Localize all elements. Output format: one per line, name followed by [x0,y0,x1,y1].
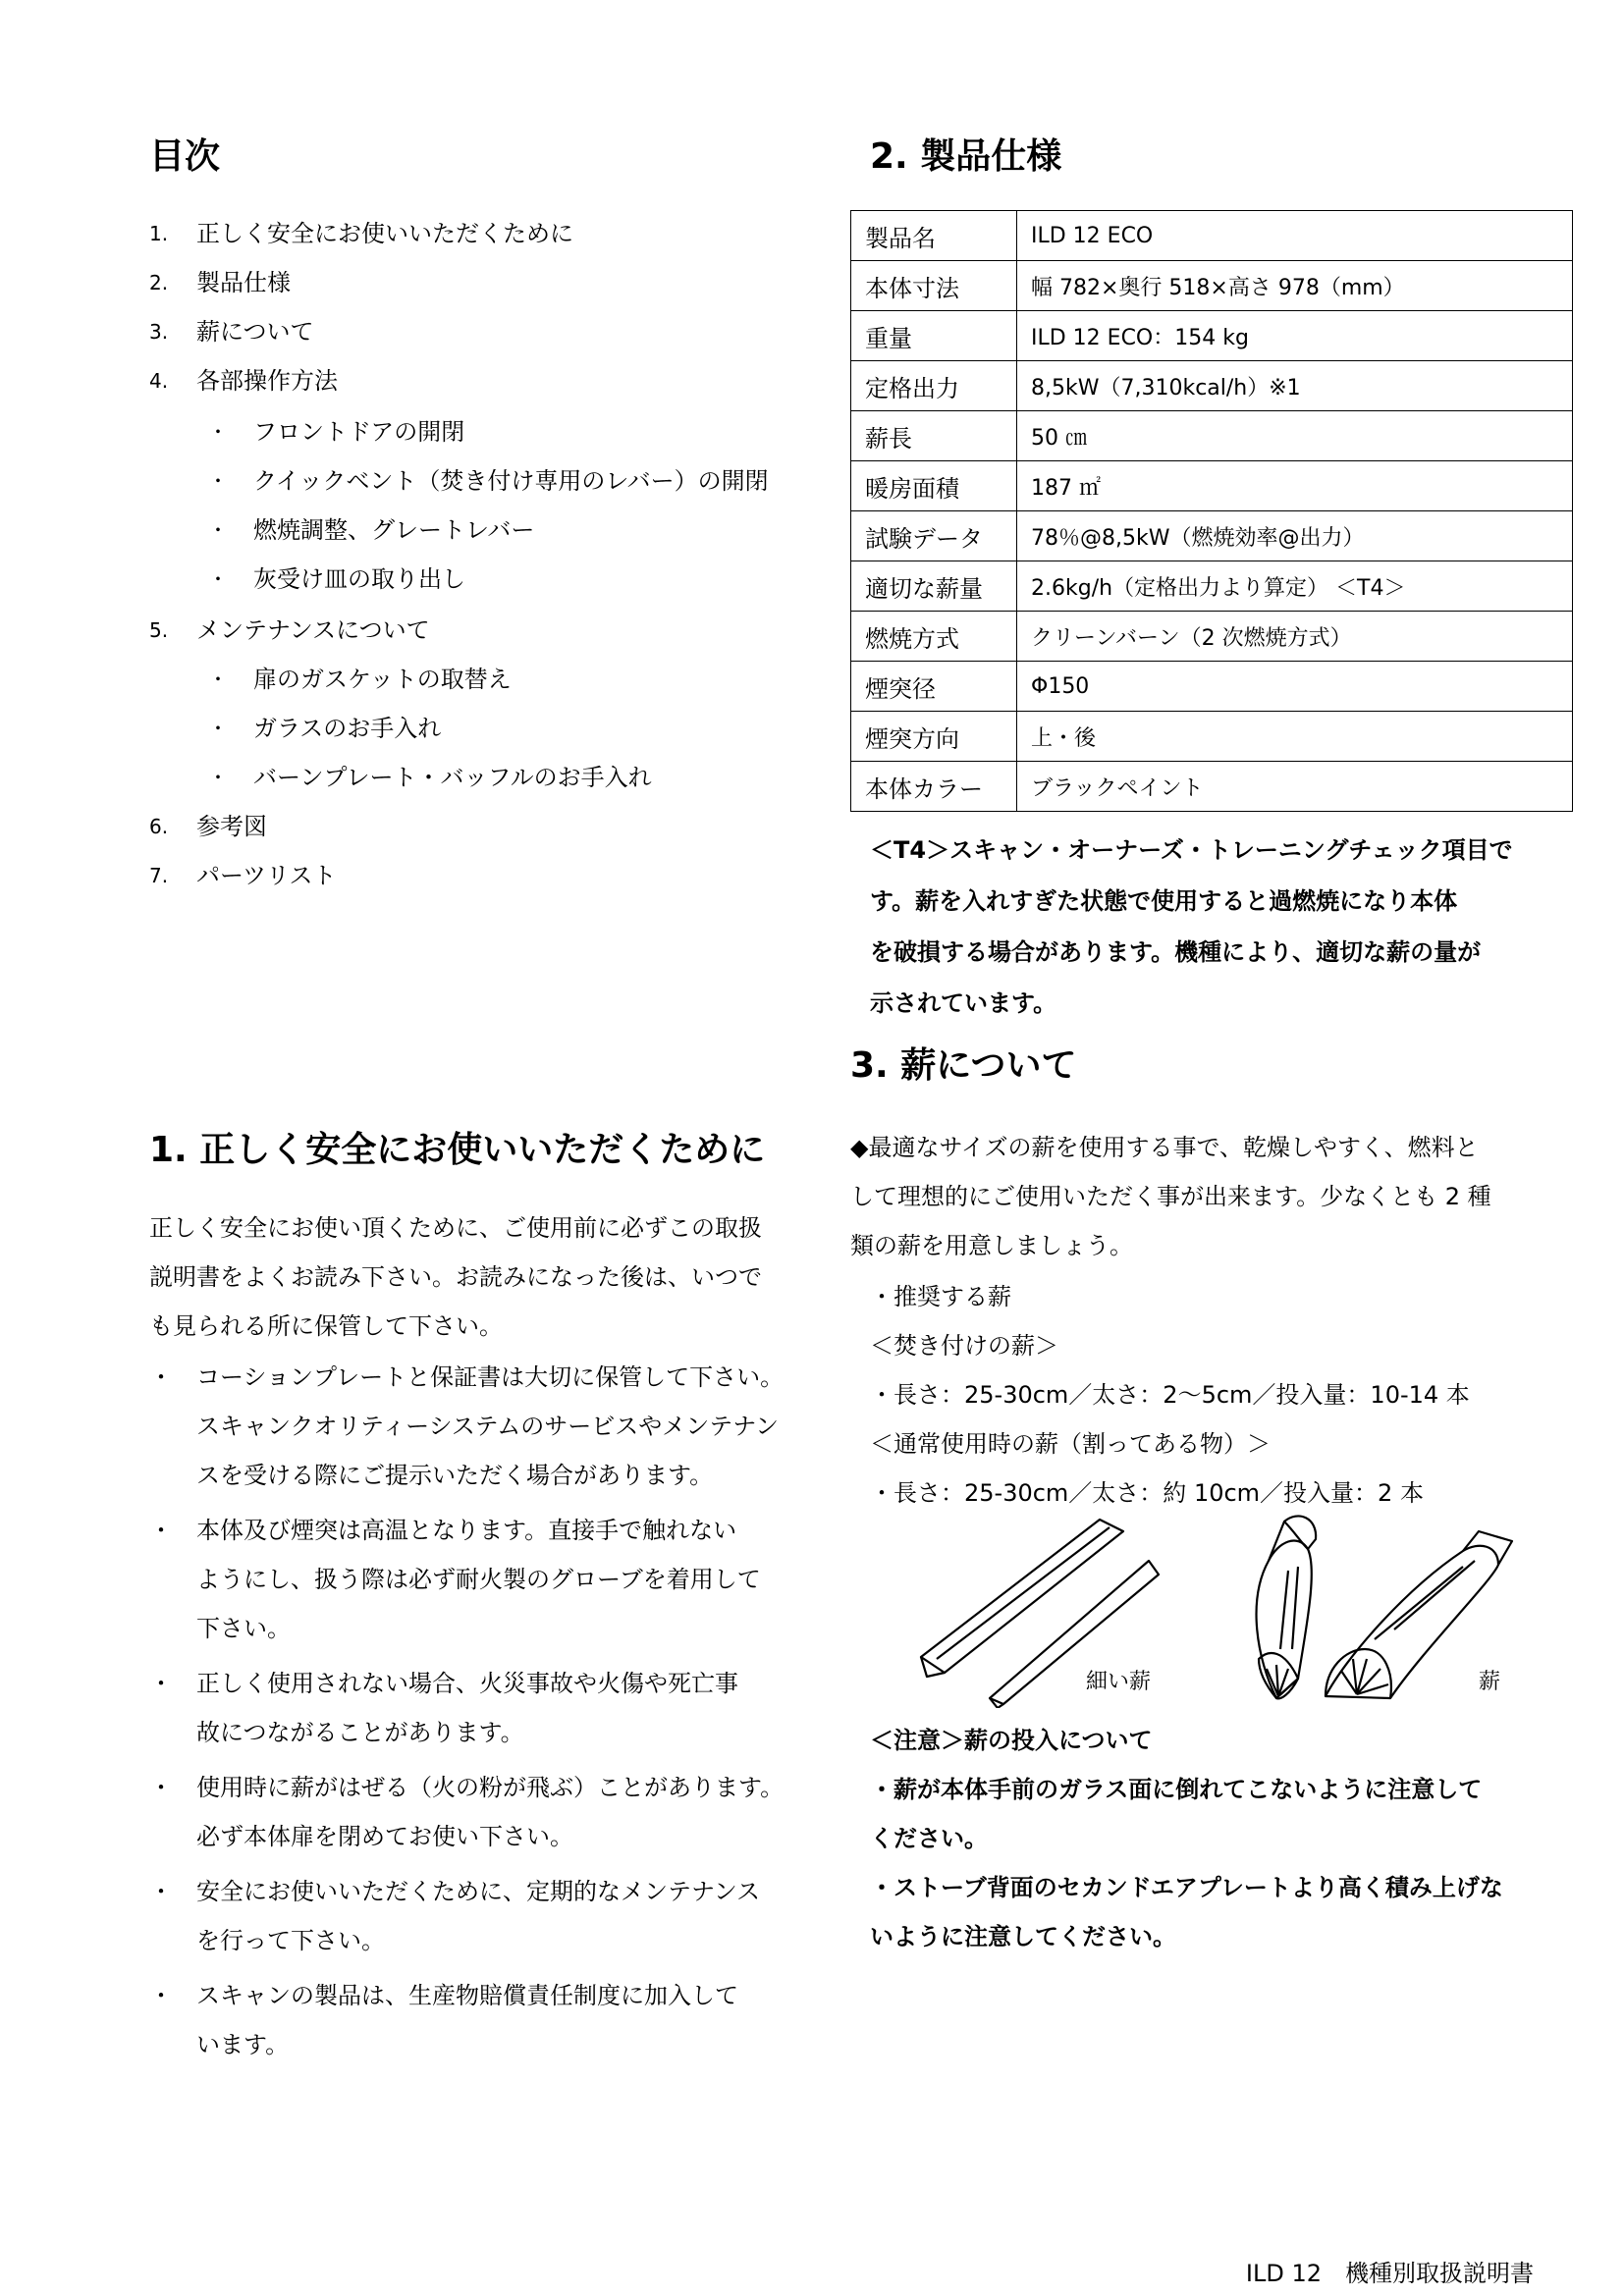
spec-value: 幅 782×奥行 518×高さ 978（mm） [1017,261,1573,311]
spec-key: 適切な薪量 [851,561,1017,612]
toc-item-number: 4. [149,369,169,393]
section3-intro-line: して理想的にご使用いただく事が出来ます。少なくとも 2 種 [850,1183,1491,1210]
recommend-line: ・長さ：25-30cm／太さ：2～5cm／投入量：10-14 本 [870,1381,1470,1409]
bullet-line: スキャンの製品は、生産物賠償責任制度に加入して [196,1982,738,2009]
spec-key: 燃焼方式 [851,612,1017,662]
toc-item-number: 1. [149,222,169,245]
spec-row [851,361,1573,411]
t4-note-line: 示されています。 [870,989,1057,1017]
toc-item-label: 参考図 [196,813,267,840]
toc-item-number: 7. [149,864,169,887]
t4-note [870,825,1513,1029]
recommend-line: ・長さ：25-30cm／太さ：約 10cm／投入量：2 本 [870,1479,1424,1507]
bullet-line: コーションプレートと保証書は大切に保管して下さい。 [196,1363,785,1391]
bullet-line: 正しく使用されない場合、火災事故や火傷や死亡事 [196,1670,738,1697]
toc-item-label: メンテナンスについて [196,616,430,644]
bullet-line: 本体及び煙突は高温となります。直接手で触れない [196,1517,737,1544]
spec-key: 試験データ [851,511,1017,561]
recommend-line: ＜通常使用時の薪（割ってある物）＞ [870,1430,1271,1458]
spec-table [850,210,1573,812]
section1-intro-line: 正しく安全にお使い頂くために、ご使用前に必ずこの取扱 [149,1214,762,1242]
toc-item-label: パーツリスト [196,862,337,889]
section3-title: 3. 薪について [850,1045,1077,1086]
toc-item-label: 正しく安全にお使いいただくために [196,220,573,247]
spec-value: ILD 12 ECO [1017,211,1573,261]
section2-title: 2. 製品仕様 [870,136,1062,177]
toc-item-number: ・ [208,717,228,740]
firewood-illustration [913,1512,1522,1708]
bullet-text [196,1659,738,1757]
spec-value: 上・後 [1017,712,1573,762]
section3-intro-line: 類の薪を用意しましょう。 [850,1232,1133,1259]
bullet-line: います。 [196,2031,290,2058]
toc-item-number: ・ [208,766,228,789]
toc-item-number: 6. [149,815,169,838]
spec-value: 2.6kg/h（定格出力より算定） ＜T4＞ [1017,561,1573,612]
spec-key: 暖房面積 [851,461,1017,511]
bullet-line: 故につながることがあります。 [196,1719,524,1746]
toc-item-number: 5. [149,618,169,642]
caution-line: ＜注意＞薪の投入について [870,1727,1153,1754]
recommended-firewood [870,1272,1470,1518]
spec-value: 187 ㎡ [1017,461,1573,511]
toc-title: 目次 [149,136,221,177]
spec-value: 50 ㎝ [1017,411,1573,461]
toc-item-label: 製品仕様 [196,269,291,296]
section3-intro [850,1123,1491,1270]
bullet-line: 下さい。 [196,1615,291,1642]
spec-row [851,561,1573,612]
section1-title: 1. 正しく安全にお使いいただくために [149,1130,766,1170]
spec-key: 本体寸法 [851,261,1017,311]
toc-item-label: フロントドアの開閉 [253,418,465,446]
bullet-mark: ・ [149,1774,173,1801]
bullet-mark: ・ [149,1670,173,1697]
caution-line: ください。 [870,1825,988,1852]
toc-item-label: 薪について [196,318,314,346]
spec-row [851,612,1573,662]
thin-firewood-label: 細い薪 [1086,1670,1152,1694]
spec-key: 本体カラー [851,762,1017,812]
spec-value: クリーンバーン（2 次燃焼方式） [1017,612,1573,662]
spec-row [851,762,1573,812]
spec-value: 8,5kW（7,310kcal/h）※1 [1017,361,1573,411]
section1-intro-line: 説明書をよくお読み下さい。お読みになった後は、いつで [149,1263,762,1291]
bullet-text [196,1506,761,1653]
caution-line: ・ストーブ背面のセカンドエアプレートより高く積み上げな [870,1874,1503,1901]
spec-value: Φ150 [1017,662,1573,712]
spec-key: 重量 [851,311,1017,361]
bullet-line: を行って下さい。 [196,1927,385,1954]
bullet-text [196,1353,784,1500]
toc-item-number: 2. [149,271,169,294]
toc-item-number: ・ [208,420,228,444]
bullet-line: ようにし、扱う際は必ず耐火製のグローブを着用して [196,1566,761,1593]
caution-note [870,1716,1503,1961]
toc-item-label: バーンプレート・バッフルのお手入れ [253,764,652,791]
bullet-line: スを受ける際にご提示いただく場合があります。 [196,1462,714,1489]
bullet-line: 必ず本体扉を閉めてお使い下さい。 [196,1823,573,1850]
spec-row [851,411,1573,461]
t4-note-line: を破損する場合があります。機種により、適切な薪の量が [870,938,1482,966]
toc-item-number: ・ [208,518,228,542]
bullet-line: 使用時に薪がはぜる（火の粉が飛ぶ）ことがあります。 [196,1774,785,1801]
spec-row [851,261,1573,311]
toc-item-label: クイックベント（焚き付け専用のレバー）の開閉 [253,467,769,495]
toc-item-label: 燃焼調整、グレートレバー [253,516,535,544]
toc-item-number: ・ [208,667,228,691]
spec-row [851,511,1573,561]
spec-key: 薪長 [851,411,1017,461]
t4-note-line: ＜T4＞スキャン・オーナーズ・トレーニングチェック項目で [870,836,1513,864]
toc-item-number: ・ [208,567,228,591]
spec-key: 煙突径 [851,662,1017,712]
spec-key: 定格出力 [851,361,1017,411]
spec-row [851,311,1573,361]
toc-item-label: 灰受け皿の取り出し [253,565,465,593]
bullet-mark: ・ [149,1363,173,1391]
recommend-line: ＜焚き付けの薪＞ [870,1332,1058,1360]
bullet-line: 安全にお使いいただくために、定期的なメンテナンス [196,1878,761,1905]
bullet-line: スキャンクオリティーシステムのサービスやメンテナン [196,1413,780,1440]
spec-value: 78％@8,5kW（燃焼効率@出力） [1017,511,1573,561]
bullet-text [196,1867,760,1965]
bullet-mark: ・ [149,1878,173,1905]
spec-value: ブラックペイント [1017,762,1573,812]
toc-item-number: ・ [208,469,228,493]
section1-intro [149,1203,762,1351]
bullet-text [196,1763,784,1861]
bullet-mark: ・ [149,1517,173,1544]
firewood-label: 薪 [1479,1670,1501,1694]
bullet-text [196,1971,738,2069]
section3-intro-line: ◆最適なサイズの薪を使用する事で、乾燥しやすく、燃料と [850,1134,1479,1161]
spec-key: 製品名 [851,211,1017,261]
bullet-mark: ・ [149,1982,173,2009]
recommend-line: ・推奨する薪 [870,1283,1011,1310]
toc-item-label: 各部操作方法 [196,367,338,395]
caution-line: ・薪が本体手前のガラス面に倒れてこないように注意して [870,1776,1483,1803]
toc-item-label: ガラスのお手入れ [253,715,442,742]
caution-line: いように注意してください。 [870,1923,1176,1950]
section1-intro-line: も見られる所に保管して下さい。 [149,1312,503,1340]
spec-row [851,662,1573,712]
spec-value: ILD 12 ECO：154 kg [1017,311,1573,361]
spec-row [851,712,1573,762]
t4-note-line: す。薪を入れすぎた状態で使用すると過燃焼になり本体 [870,887,1458,915]
spec-row [851,461,1573,511]
toc-item-number: 3. [149,320,169,344]
spec-key: 煙突方向 [851,712,1017,762]
page-footer: ILD 12 機種別取扱説明書 [1245,2260,1534,2287]
spec-row [851,211,1573,261]
toc-item-label: 扉のガスケットの取替え [253,666,512,693]
